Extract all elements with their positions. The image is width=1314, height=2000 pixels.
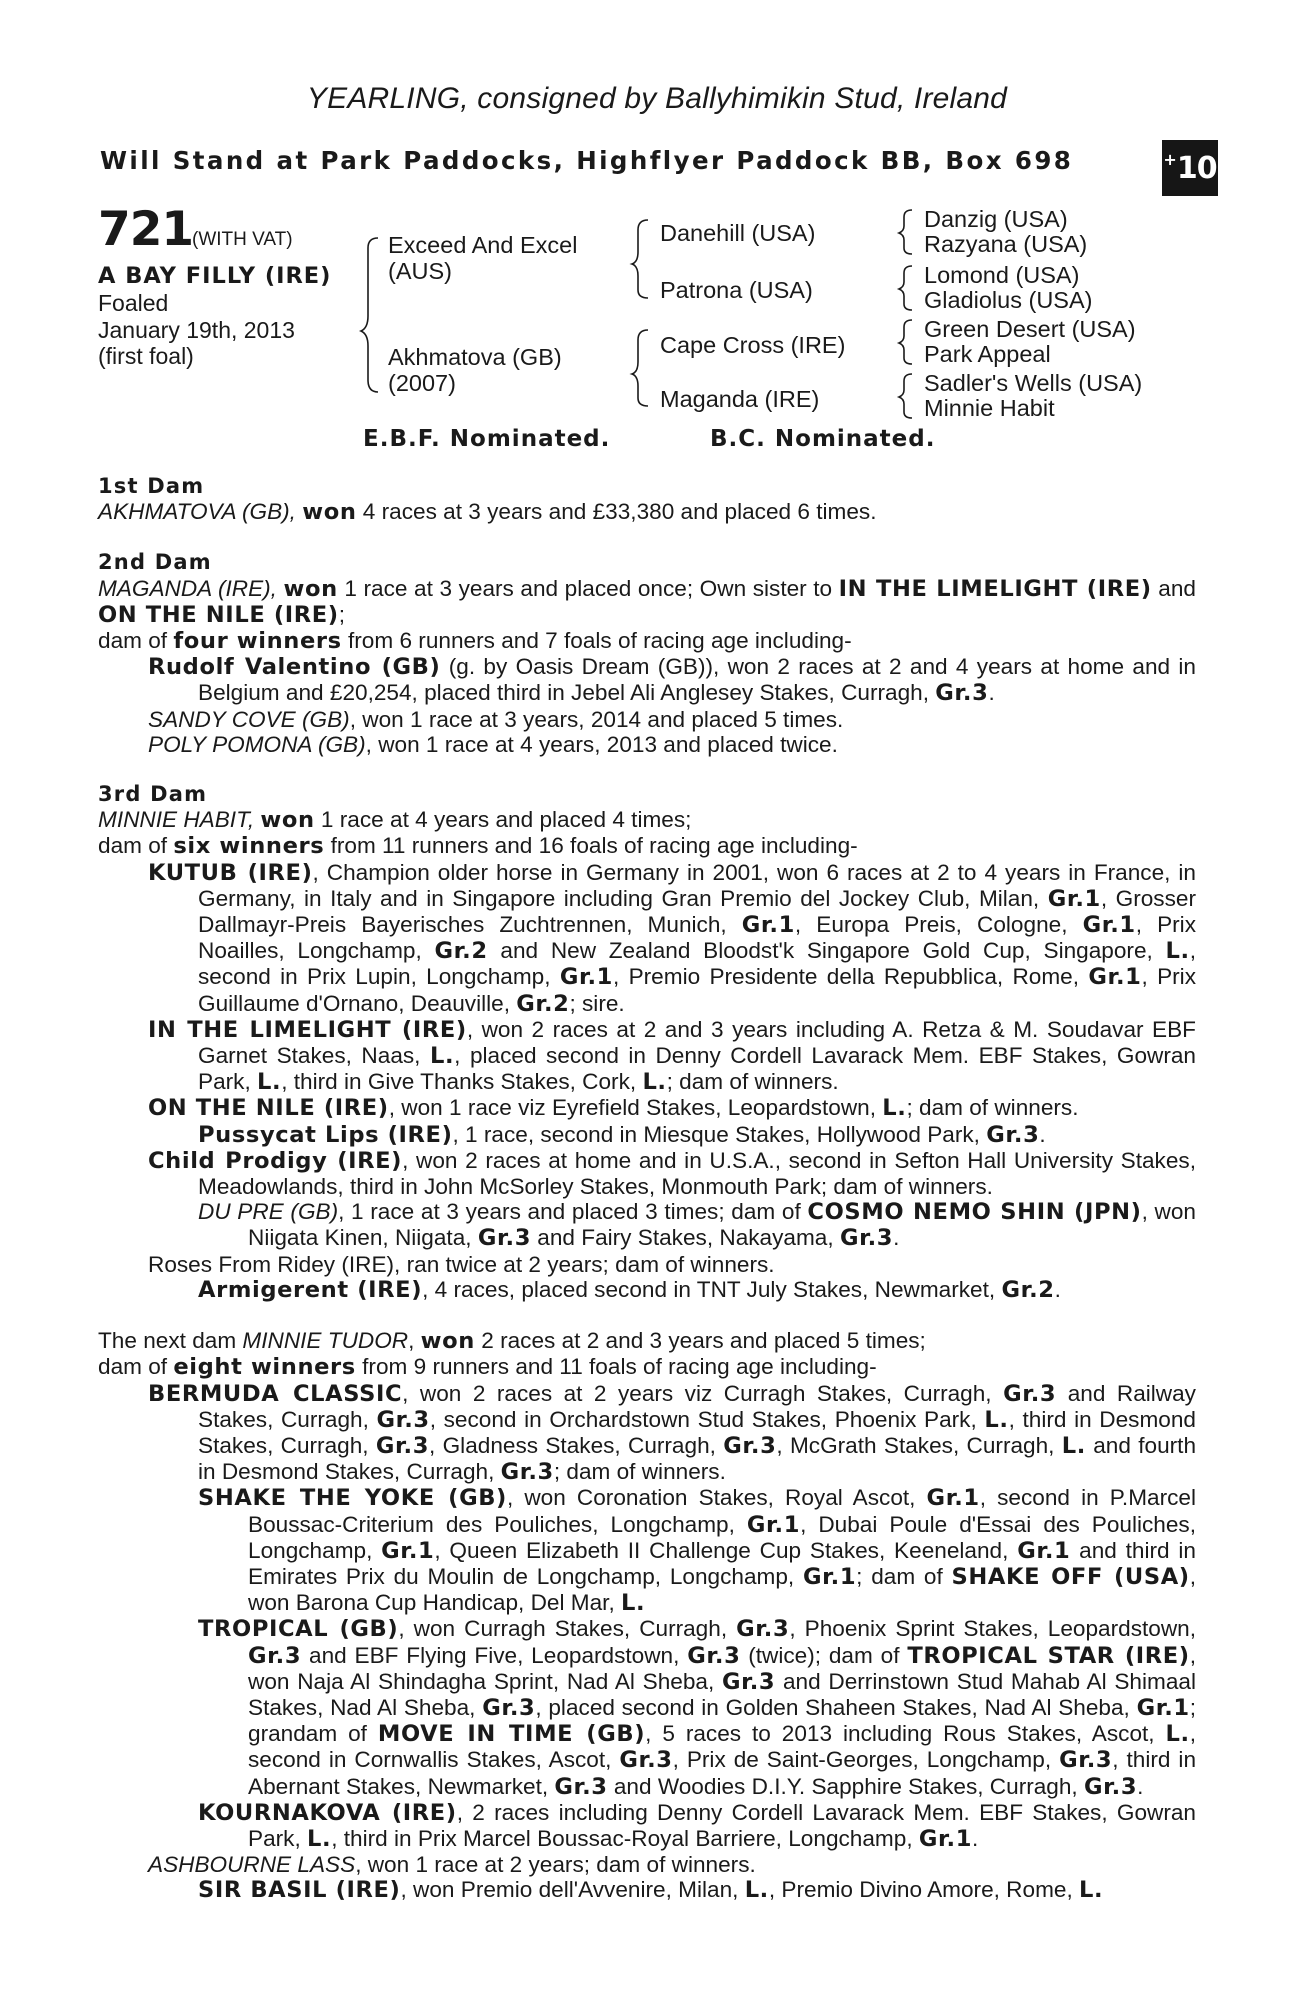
gen2-brace-top: [632, 220, 648, 298]
list-item: DU PRE (GB), 1 race at 3 years and placed 3 times; dam of COSMO NEMO SHIN (JPN), won Niigata Kinen, Niigata, Gr.3 and Fairy Stakes, Nakayama, Gr.3.: [198, 1199, 1196, 1252]
badge-icon: + 10: [1162, 140, 1218, 196]
pedigree-gen3-4: Gladiolus (USA): [924, 287, 1093, 313]
third-dam-entry: MINNIE HABIT, won 1 race at 4 years and placed 4 times;: [98, 807, 692, 834]
third-dam-heading: 3rd Dam: [98, 782, 208, 807]
list-item: Rudolf Valentino (GB) (g. by Oasis Dream (GB)), won 2 races at 2 and 4 years at home and in Belgium and £20,254, placed third in Jebel Ali Anglesey Stakes, Curragh, Gr.3.: [148, 654, 1196, 707]
pedigree-gen2-3: Cape Cross (IRE): [660, 332, 846, 358]
pedigree-notes: [98, 474, 1196, 1904]
list-item: KOURNAKOVA (IRE), 2 races including Denny Cordell Lavarack Mem. EBF Stakes, Gowran Park, L., third in Prix Marcel Boussac-Royal Barriere, Longchamp, Gr.1.: [198, 1799, 1197, 1852]
pedigree-gen2-4: Maganda (IRE): [660, 386, 820, 412]
horse-name: A BAY FILLY (IRE): [98, 263, 332, 289]
list-item: POLY POMONA (GB), won 1 race at 4 years, 2013 and placed twice.: [148, 731, 838, 757]
pedigree-gen3-2: Razyana (USA): [924, 231, 1088, 257]
sire: Exceed And Excel (AUS): [388, 232, 578, 284]
list-item: TROPICAL (GB), won Curragh Stakes, Curragh, Gr.3, Phoenix Sprint Stakes, Leopardstown, Gr.3 and EBF Flying Five, Leopardstown, Gr.3 (twice); dam of TROPICAL STAR (IRE), won Naja Al Shindagha Sprint, Nad Al Sheba, Gr.3 and Derrinstown Stud Mahab Al Shimaal Stakes, Nad Al Sheba, Gr.3, placed second in Golden Shaheen Stakes, Nad Al Sheba, Gr.1; grandam of MOVE IN TIME (GB), 5 races to 2013 including Rous Stakes, Ascot, L., second in Cornwallis Stakes, Ascot, Gr.3, Prix de Saint-Georges, Longchamp, Gr.3, third in Abernant Stakes, Newmarket, Gr.3 and Woodies D.I.Y. Sapphire Stakes, Curragh, Gr.3.: [198, 1616, 1197, 1800]
pedigree-gen2-2: Patrona (USA): [660, 277, 813, 303]
foaled-info: Foaled January 19th, 2013 (first foal): [98, 290, 295, 369]
list-item: Child Prodigy (IRE), won 2 races at home and in U.S.A., second in Sefton Hall University Stakes, Meadowlands, third in John McSorley Stakes, Monmouth Park; dam of winners.: [148, 1147, 1196, 1200]
pedigree-gen3-3: Lomond (USA): [924, 262, 1080, 288]
second-dam-produce: dam of four winners from 6 runners and 7 foals of racing age including-: [98, 628, 852, 655]
bc-nominated: B.C. Nominated.: [710, 426, 936, 452]
list-item: IN THE LIMELIGHT (IRE), won 2 races at 2 and 3 years including A. Retza & M. Soudavar EBF Garnet Stakes, Naas, L., placed second in Denny Cordell Lavarack Mem. EBF Stakes, Gowran Park, L., third in Give Thanks Stakes, Cork, L.; dam of winners.: [148, 1016, 1196, 1096]
dam: Akhmatova (GB) (2007): [388, 344, 562, 396]
list-item: BERMUDA CLASSIC, won 2 races at 2 years viz Curragh Stakes, Curragh, Gr.3 and Railway Stakes, Curragh, Gr.3, second in Orchardstown Stud Stakes, Phoenix Park, L., third in Desmond Stakes, Curragh, Gr.3, Gladness Stakes, Curragh, Gr.3, McGrath Stakes, Curragh, L. and fourth in Desmond Stakes, Curragh, Gr.3; dam of winners.: [148, 1380, 1197, 1486]
list-item: Armigerent (IRE), 4 races, placed second in TNT July Stakes, Newmarket, Gr.2.: [198, 1276, 1061, 1303]
list-item: Pussycat Lips (IRE), 1 race, second in Miesque Stakes, Hollywood Park, Gr.3.: [198, 1121, 1046, 1148]
first-dam-entry: AKHMATOVA (GB), won 4 races at 3 years and £33,380 and placed 6 times.: [98, 499, 877, 526]
list-item: SIR BASIL (IRE), won Premio dell'Avvenire, Milan, L., Premio Divino Amore, Rome, L.: [198, 1877, 1104, 1904]
list-item: KUTUB (IRE), Champion older horse in Germany in 2001, won 6 races at 2 to 4 years in France, in Germany, in Italy and in Singapore including Gran Premio del Jockey Club, Milan, Gr.1, Grosser Dallmayr-Preis Bayerisches Zuchtrennen, Munich, Gr.1, Europa Preis, Cologne, Gr.1, Prix Noailles, Longchamp, Gr.2 and New Zealand Bloodst'k Singapore Gold Cup, Singapore, L., second in Prix Lupin, Longchamp, Gr.1, Premio Presidente della Repubblica, Rome, Gr.1, Prix Guillaume d'Ornano, Deauville, Gr.2; sire.: [148, 859, 1197, 1017]
list-item: ASHBOURNE LASS, won 1 race at 2 years; dam of winners.: [148, 1852, 756, 1878]
pedigree-gen2-1: Danehill (USA): [660, 220, 816, 246]
next-dam-entry: The next dam MINNIE TUDOR, won 2 races at 2 and 3 years and placed 5 times;: [98, 1328, 926, 1355]
third-dam-produce: dam of six winners from 11 runners and 16 foals of racing age including-: [98, 833, 858, 860]
list-item: SHAKE THE YOKE (GB), won Coronation Stakes, Royal Ascot, Gr.1, second in P.Marcel Boussac-Criterium des Pouliches, Longchamp, Gr.1, Dubai Poule d'Essai des Pouliches, Longchamp, Gr.1, Queen Elizabeth II Challenge Cup Stakes, Keeneland, Gr.1 and third in Emirates Prix du Moulin de Longchamp, Longchamp, Gr.1; dam of SHAKE OFF (USA), won Barona Cup Handicap, Del Mar, L.: [198, 1485, 1197, 1617]
first-dam-heading: 1st Dam: [98, 474, 205, 498]
pedigree-gen3-8: Minnie Habit: [924, 395, 1055, 421]
next-dam-produce: dam of eight winners from 9 runners and 11 foals of racing age including-: [98, 1354, 877, 1381]
gen2-brace-bottom: [632, 330, 648, 406]
list-item: SANDY COVE (GB), won 1 race at 3 years, 2014 and placed 5 times.: [148, 706, 844, 732]
pedigree-gen3-1: Danzig (USA): [924, 206, 1068, 232]
second-dam-entry: MAGANDA (IRE), won 1 race at 3 years and placed once; Own sister to IN THE LIMELIGHT (IRE) and ON THE NILE (IRE);: [98, 575, 1196, 628]
stand-location: Will Stand at Park Paddocks, Highflyer Paddock BB, Box 698: [100, 146, 1074, 175]
pedigree-gen3-5: Green Desert (USA): [924, 316, 1136, 342]
list-item: Roses From Ridey (IRE), ran twice at 2 years; dam of winners.: [148, 1251, 775, 1277]
ebf-nominated: E.B.F. Nominated.: [363, 426, 611, 452]
second-dam-heading: 2nd Dam: [98, 550, 212, 575]
vat-note: (WITH VAT): [192, 229, 293, 250]
pedigree-gen3-6: Park Appeal: [924, 341, 1051, 367]
lot-number: 721: [98, 202, 194, 257]
page-subtitle: YEARLING, consigned by Ballyhimikin Stud, Ireland: [306, 82, 1008, 115]
list-item: ON THE NILE (IRE), won 1 race viz Eyrefield Stakes, Leopardstown, L.; dam of winners.: [148, 1095, 1079, 1122]
gen1-brace: [361, 238, 378, 392]
pedigree-gen3-7: Sadler's Wells (USA): [924, 370, 1143, 396]
